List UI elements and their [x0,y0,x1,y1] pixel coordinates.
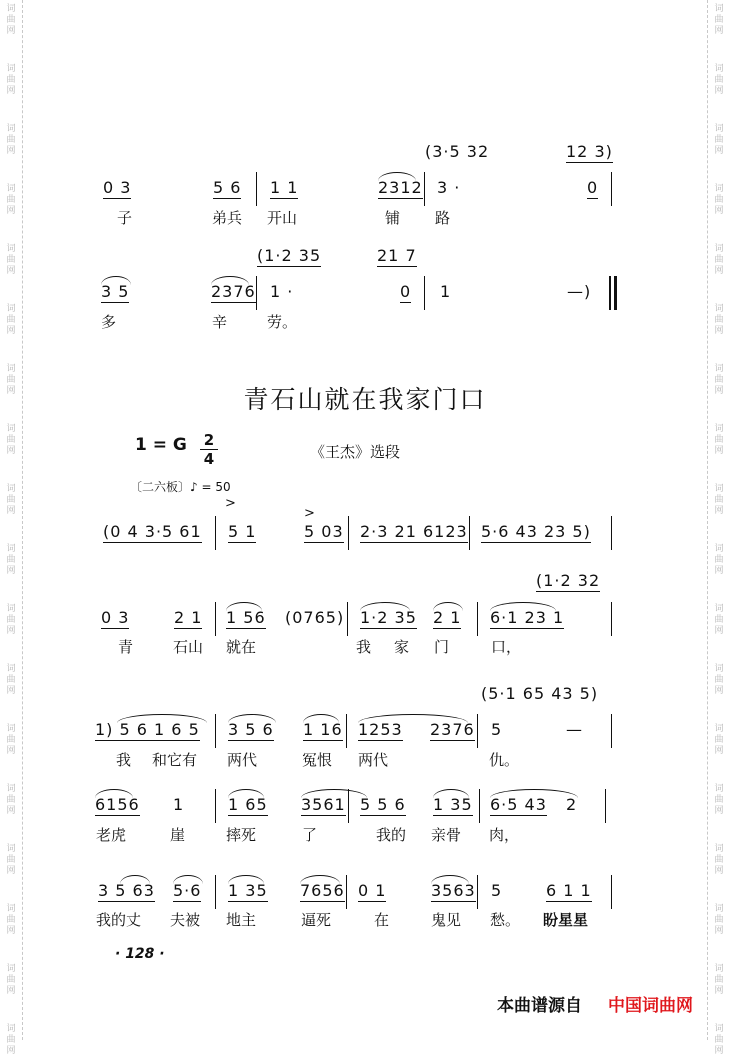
bar-line [611,172,612,206]
measure-note: 1) 5 6 1 6 5 [95,720,200,739]
watermark-text: 词 曲 网 [714,64,724,96]
tempo-marking: 〔二六板〕♪ = 50 [130,480,231,494]
bar-line [424,172,425,206]
bar-line [469,516,470,550]
meter-bottom: 4 [203,450,215,468]
measure-note: —) [567,282,592,301]
lyric: 肉， [489,826,520,844]
measure-note: 3 5 6 [228,720,274,739]
measure-note: 5 03 [304,522,344,541]
measure-note: 1 1 [270,178,299,197]
lyric: 冤恨 [302,751,333,769]
measure-note: 1 56 [226,608,266,627]
watermark-text: 词 曲 网 [6,544,16,576]
measure-note: 6 1 1 [546,881,592,900]
lyric: 老虎 [96,826,127,844]
bar-line [215,875,216,909]
bar-line [611,714,612,748]
bar-line [347,602,348,636]
watermark-text: 词 曲 网 [6,784,16,816]
bar-line [477,875,478,909]
watermark-text: 词 曲 网 [6,604,16,636]
watermark-text: 词 曲 网 [714,904,724,936]
watermark-text: 词 曲 网 [6,64,16,96]
key-signature: 1 = G [135,435,187,455]
watermark-text: 词 曲 网 [714,664,724,696]
measure-note: 2 1 [174,608,203,627]
time-signature [200,431,218,468]
lyric: 子 [117,209,133,227]
lyric: 了 [302,826,318,844]
measure-note: 5 6 [213,178,242,197]
watermark-text: 词 曲 网 [6,4,16,36]
watermark-text: 词 曲 网 [714,604,724,636]
watermark-text: 词 曲 网 [6,484,16,516]
bar-line [605,789,606,823]
measure-note: (0765) [285,608,345,627]
measure-note: 1 35 [433,795,473,814]
measure-note: 5·6 [173,881,202,900]
measure-note: 2 [566,795,578,814]
lyric: 石山 [173,638,204,656]
watermark-text: 词 曲 网 [714,124,724,156]
lyric: 两代 [358,751,389,769]
watermark-text: 词 曲 网 [714,424,724,456]
bar-line [215,714,216,748]
lyric: 仇。 [489,751,520,769]
measure-note: 1 · [270,282,294,301]
lyric: 路 [435,209,451,227]
page-number: · 128 · [115,946,165,962]
measure-note: 3563 [431,881,476,900]
lyric: 青 [118,638,134,656]
bar-line [424,276,425,310]
bar-line [477,714,478,748]
watermark-text: 词 曲 网 [714,484,724,516]
watermark-text: 词 曲 网 [6,244,16,276]
watermark-text: 词 曲 网 [714,4,724,36]
bar-line [348,516,349,550]
measure-note: 2·3 21 6123 [360,522,468,541]
final-bar-line [609,276,617,310]
annotation-left: (3·5 32 [425,142,490,161]
watermark-text: 词 曲 网 [6,904,16,936]
measure-note: 6·5 43 [490,795,547,814]
watermark-text: 词 曲 网 [6,664,16,696]
measure-note: — [566,720,583,739]
bar-line [611,602,612,636]
watermark-text: 词 曲 网 [6,364,16,396]
measure-note: 1 [173,795,185,814]
lyric: 在 [374,911,390,929]
measure-note: 0 3 [101,608,130,627]
annotation-right: 21 7 [377,246,417,265]
measure-note: 5 1 [228,522,257,541]
footer-credit: 本曲谱源自 [497,996,582,1016]
accent-mark: > [225,496,237,511]
watermark-text: 词 曲 网 [714,544,724,576]
lyric: 劳。 [267,313,298,331]
lyric: 地主 [226,911,257,929]
measure-note: 3561 [301,795,346,814]
lyric: 辛 [212,313,228,331]
bar-line [215,789,216,823]
song-title: 青石山就在我家门口 [243,385,487,414]
lyric: 夫被 [170,911,201,929]
lyric: 我 [116,751,132,769]
lyric: 崖 [170,826,186,844]
measure-note: 5 [491,881,503,900]
lyric: 多 [101,313,117,331]
lyric: 弟兵 [212,209,243,227]
measure-note: 3 5 63 [98,881,155,900]
source-note: 《王杰》选段 [310,443,401,461]
lyric: 我的 [376,826,407,844]
measure-note: 5·6 43 23 5) [481,522,591,541]
watermark-text: 词 曲 网 [6,724,16,756]
measure-note: 0 1 [358,881,387,900]
measure-note: 1 65 [228,795,268,814]
right-watermark-strip [707,0,730,1056]
watermark-text: 词 曲 网 [714,784,724,816]
accent-mark: > [304,506,316,521]
watermark-text: 词 曲 网 [6,424,16,456]
lyric: 我 [356,638,372,656]
annotation: (5·1 65 43 5) [481,684,599,703]
watermark-text: 词 曲 网 [714,304,724,336]
watermark-text: 词 曲 网 [714,364,724,396]
measure-note: 6·1 23 1 [490,608,565,627]
measure-note: 0 3 [103,178,132,197]
lyric: 两代 [227,751,258,769]
watermark-text: 词 曲 网 [6,964,16,996]
watermark-text: 词 曲 网 [6,304,16,336]
bar-line [256,172,257,206]
annotation: (1·2 32 [536,571,601,590]
lyric: 铺 [385,209,401,227]
watermark-text: 词 曲 网 [714,184,724,216]
watermark-text: 词 曲 网 [714,1024,724,1056]
lyric: 摔死 [226,826,257,844]
lyric: 和它有 [152,751,198,769]
lyric: 愁。 [490,911,521,929]
measure-note: 1253 [358,720,403,739]
bar-line [348,789,349,823]
watermark-text: 词 曲 网 [714,844,724,876]
measure-note: 2 1 [433,608,462,627]
bar-line [477,602,478,636]
lyric: 家 [394,638,410,656]
lyric: 亲骨 [431,826,462,844]
watermark-text: 词 曲 网 [6,124,16,156]
measure-note: 2312 [378,178,423,197]
left-watermark-strip [0,0,23,1056]
lyric: 开山 [267,209,298,227]
annotation-left: (1·2 35 [257,246,322,265]
lyric: 就在 [226,638,257,656]
measure-note: (0 4 3·5 61 [103,522,202,541]
measure-note: 2376 [430,720,475,739]
bar-line [256,276,257,310]
watermark-text: 词 曲 网 [6,844,16,876]
measure-note: 1·2 35 [360,608,417,627]
bar-line [215,516,216,550]
bar-line [215,602,216,636]
footer-brand-link[interactable]: 中国词曲网 [608,996,693,1016]
lyric: 门 [434,638,450,656]
measure-note: 5 [491,720,503,739]
measure-note: 6156 [95,795,140,814]
watermark-text: 词 曲 网 [714,244,724,276]
measure-note: 0 [400,282,412,301]
lyric: 盼星星 [543,911,589,929]
measure-note: 1 16 [303,720,343,739]
lyric: 口， [491,638,522,656]
bar-line [611,875,612,909]
lyric: 鬼见 [431,911,462,929]
measure-note: 0 [587,178,599,197]
bar-line [346,714,347,748]
measure-note: 1 [440,282,452,301]
watermark-text: 词 曲 网 [714,724,724,756]
measure-note: 5 5 6 [360,795,406,814]
lyric: 逼死 [301,911,332,929]
lyric: 我的丈 [96,911,142,929]
measure-note: 3 5 [101,282,130,301]
measure-note: 7656 [300,881,345,900]
measure-note: 2376 [211,282,256,301]
watermark-text: 词 曲 网 [6,1024,16,1056]
bar-line [479,789,480,823]
annotation-right: 12 3) [566,142,613,161]
measure-note: 3 · [437,178,461,197]
bar-line [346,875,347,909]
measure-note: 1 35 [228,881,268,900]
meter-top: 2 [200,431,218,450]
watermark-text: 词 曲 网 [6,184,16,216]
watermark-text: 词 曲 网 [714,964,724,996]
bar-line [611,516,612,550]
